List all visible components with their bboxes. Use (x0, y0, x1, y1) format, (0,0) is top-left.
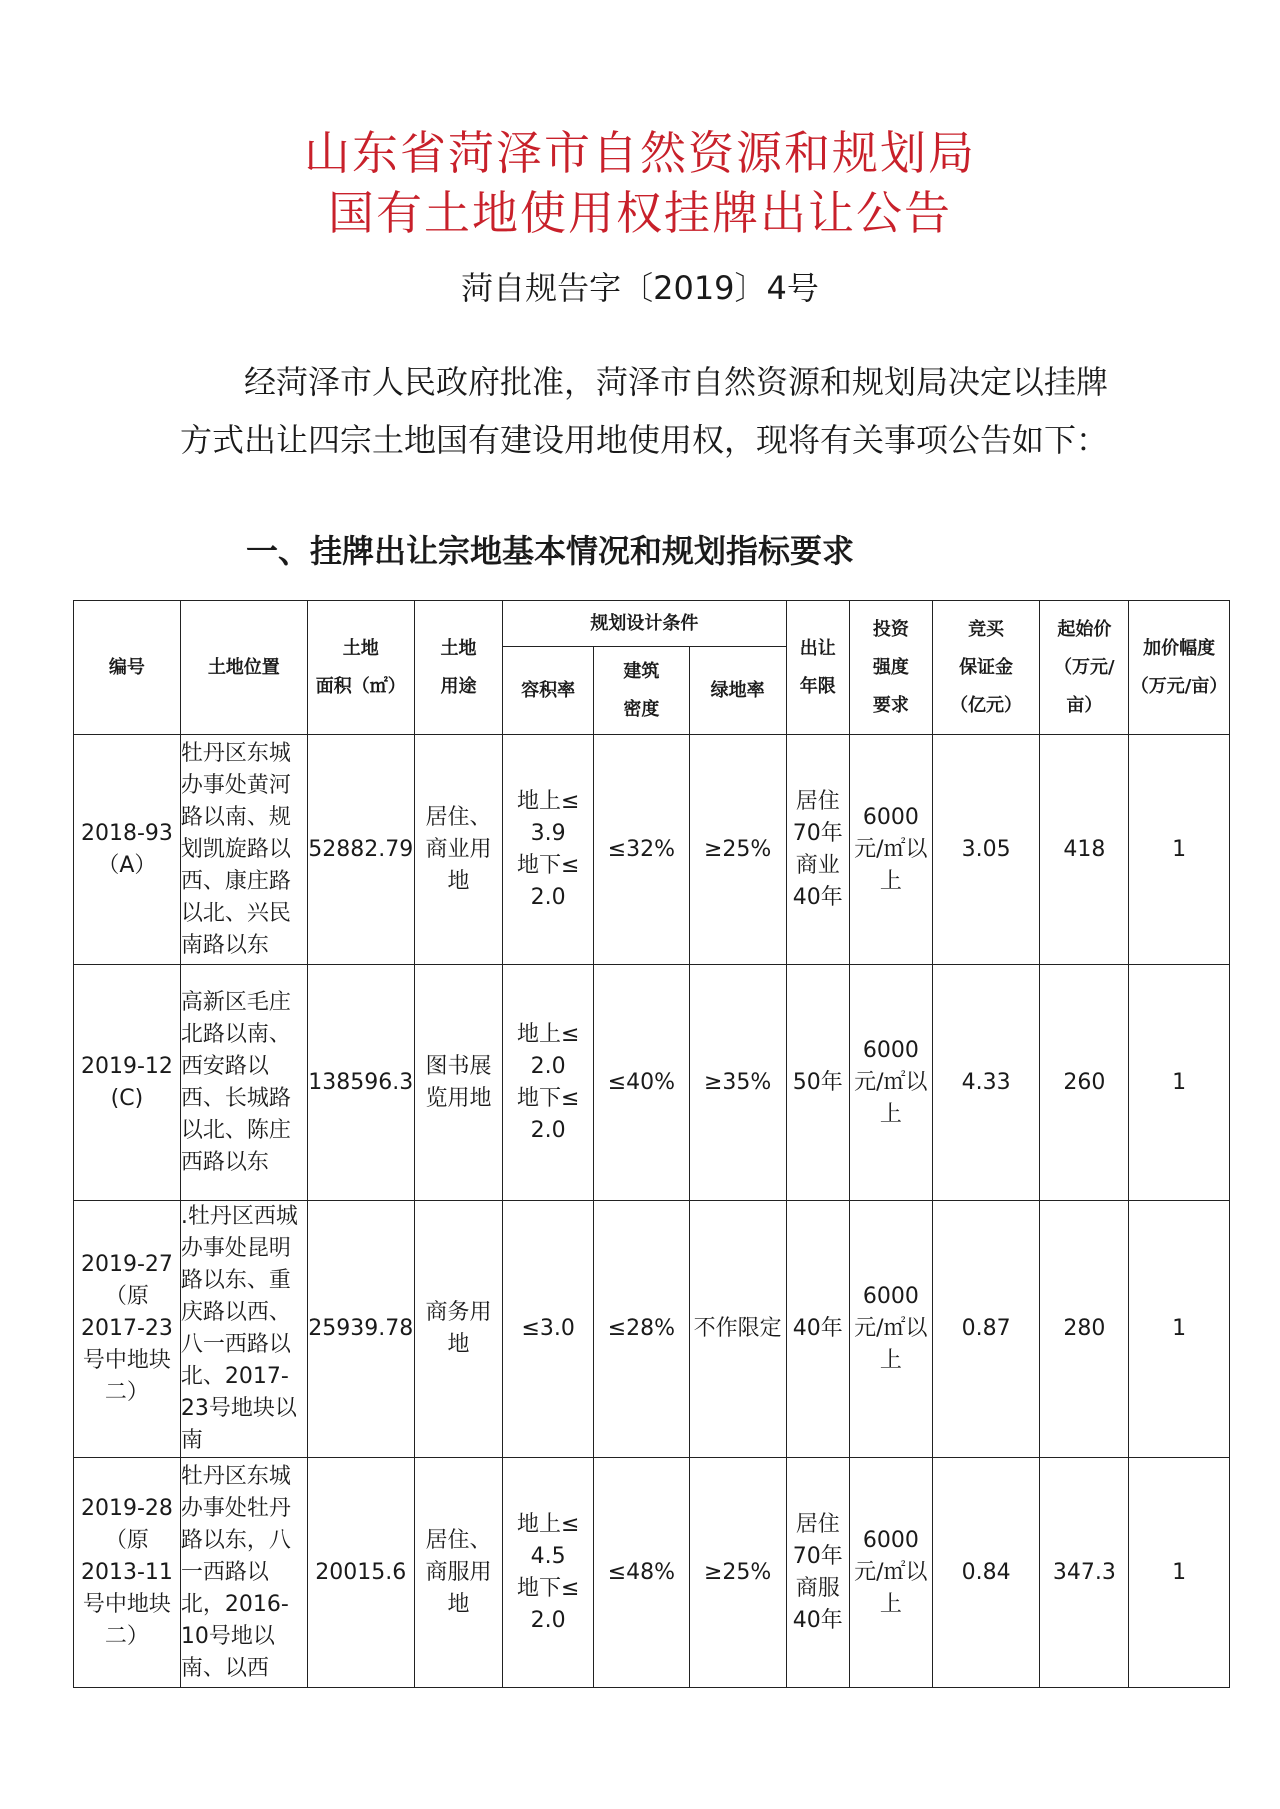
header-start-price: 起始价 （万元/ 亩） (1040, 601, 1129, 735)
cell-far: 地上≤ 4.5 地下≤ 2.0 (503, 1458, 594, 1688)
cell-deposit: 0.87 (932, 1201, 1040, 1458)
header-deposit: 竞买 保证金 （亿元） (932, 601, 1040, 735)
cell-id: 2019-28 （原 2013-11 号中地块 二） (74, 1458, 181, 1688)
cell-density: ≤32% (594, 735, 690, 965)
header-density: 建筑 密度 (594, 647, 690, 735)
header-term: 出让 年限 (786, 601, 849, 735)
cell-far: ≤3.0 (503, 1201, 594, 1458)
cell-increment: 1 (1129, 965, 1230, 1201)
cell-increment: 1 (1129, 735, 1230, 965)
cell-green: ≥35% (689, 965, 786, 1201)
table-row (74, 735, 1230, 965)
cell-start-price: 347.3 (1040, 1458, 1129, 1688)
cell-use: 商务用地 (414, 1201, 503, 1458)
cell-density: ≤48% (594, 1458, 690, 1688)
cell-green: ≥25% (689, 1458, 786, 1688)
notice-title-line1: 山东省菏泽市自然资源和规划局 (304, 126, 976, 180)
table-row (74, 1458, 1230, 1688)
cell-use: 居住、商业用地 (414, 735, 503, 965)
cell-far: 地上≤ 3.9 地下≤ 2.0 (503, 735, 594, 965)
header-investment: 投资 强度 要求 (850, 601, 933, 735)
cell-location: .牡丹区西城办事处昆明路以东、重庆路以西、八一西路以北、2017-23号地块以南 (180, 1201, 307, 1458)
cell-term: 40年 (786, 1201, 849, 1458)
intro-paragraph: 经菏泽市人民政府批准，菏泽市自然资源和规划局决定以挂牌方式出让四宗土地国有建设用地使用权，现将有关事项公告如下： (180, 363, 1109, 459)
cell-investment: 6000元/㎡以上 (850, 1201, 933, 1458)
table-header-row (74, 601, 1230, 647)
cell-deposit: 0.84 (932, 1458, 1040, 1688)
cell-deposit: 4.33 (932, 965, 1040, 1201)
table-row (74, 965, 1230, 1201)
cell-id: 2019-27 （原 2017-23 号中地块 二） (74, 1201, 181, 1458)
cell-green: 不作限定 (689, 1201, 786, 1458)
land-parcel-table (73, 600, 1230, 1688)
cell-density: ≤40% (594, 965, 690, 1201)
cell-start-price: 260 (1040, 965, 1129, 1201)
cell-density: ≤28% (594, 1201, 690, 1458)
cell-term: 居住 70年 商业 40年 (786, 735, 849, 965)
cell-investment: 6000元/㎡以上 (850, 1458, 933, 1688)
cell-green: ≥25% (689, 735, 786, 965)
cell-use: 居住、商服用地 (414, 1458, 503, 1688)
section-heading: 一、挂牌出让宗地基本情况和规划指标要求 (246, 532, 855, 570)
cell-investment: 6000元/㎡以上 (850, 735, 933, 965)
cell-start-price: 418 (1040, 735, 1129, 965)
cell-use: 图书展览用地 (414, 965, 503, 1201)
notice-title-line2: 国有土地使用权挂牌出让公告 (328, 186, 952, 240)
cell-increment: 1 (1129, 1458, 1230, 1688)
header-id: 编号 (74, 601, 181, 735)
header-green: 绿地率 (689, 647, 786, 735)
header-far: 容积率 (503, 647, 594, 735)
table-row (74, 1201, 1230, 1458)
cell-area: 20015.6 (307, 1458, 414, 1688)
cell-location: 高新区毛庄北路以南、西安路以西、长城路以北、陈庄西路以东 (180, 965, 307, 1201)
document-number: 菏自规告字〔2019〕4号 (461, 269, 819, 307)
cell-term: 居住 70年 商服 40年 (786, 1458, 849, 1688)
header-use: 土地 用途 (414, 601, 503, 735)
cell-location: 牡丹区东城办事处牡丹路以东，八一西路以北，2016-10号地以南、以西 (180, 1458, 307, 1688)
header-increment: 加价幅度 （万元/亩） (1129, 601, 1230, 735)
cell-deposit: 3.05 (932, 735, 1040, 965)
cell-area: 25939.78 (307, 1201, 414, 1458)
cell-investment: 6000元/㎡以上 (850, 965, 933, 1201)
header-area: 土地 面积（㎡） (307, 601, 414, 735)
cell-id: 2018-93 （A） (74, 735, 181, 965)
cell-far: 地上≤ 2.0 地下≤ 2.0 (503, 965, 594, 1201)
cell-location: 牡丹区东城办事处黄河路以南、规划凯旋路以西、康庄路以北、兴民南路以东 (180, 735, 307, 965)
header-location: 土地位置 (180, 601, 307, 735)
cell-area: 52882.79 (307, 735, 414, 965)
cell-term: 50年 (786, 965, 849, 1201)
cell-area: 138596.3 (307, 965, 414, 1201)
cell-id: 2019-12 (C) (74, 965, 181, 1201)
header-planning-conditions: 规划设计条件 (503, 601, 786, 647)
cell-start-price: 280 (1040, 1201, 1129, 1458)
cell-increment: 1 (1129, 1201, 1230, 1458)
